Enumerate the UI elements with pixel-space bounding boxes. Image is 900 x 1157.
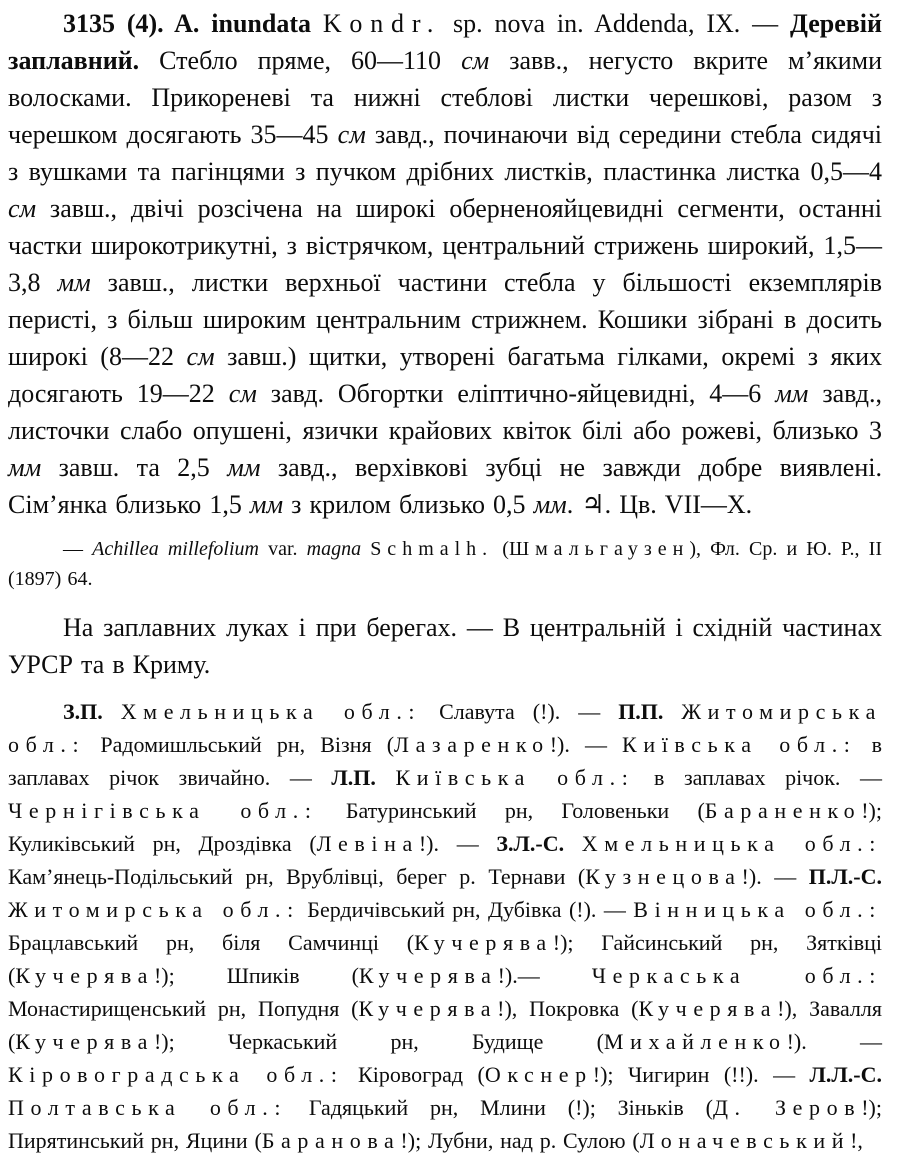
text-run: Баранова [261, 1128, 401, 1153]
text-run: см [228, 379, 257, 408]
text-run: П.Л.-С. [808, 864, 882, 889]
text-run: !); Черкаський рн, Будище ( [153, 1029, 604, 1054]
text-run: З.П. [63, 699, 121, 724]
text-run: Окснер [484, 1062, 593, 1087]
text-run: Київська обл.: [395, 765, 635, 790]
text-run: Вінницька обл.: [633, 897, 882, 922]
text-run: — [63, 538, 93, 560]
text-run: Гадяцький рн, Млини (!); Зіньків ( [287, 1095, 713, 1120]
text-run: Деревій заплавний. [8, 9, 882, 75]
text-run: Стебло пряме, 60—110 [159, 46, 462, 75]
text-run: мм [533, 490, 567, 519]
text-run: Левіна [316, 831, 419, 856]
text-run: мм [57, 268, 91, 297]
text-run: ( [493, 538, 509, 560]
text-run: в заплавах річок звичайно. — [8, 732, 882, 790]
text-run: . ♃. Цв. VII—X. [566, 490, 753, 519]
text-run: мм [8, 453, 42, 482]
synonym-citation-paragraph [8, 534, 882, 594]
text-run: Кучерява [358, 963, 498, 988]
text-run: ), Фл. Ср. и Ю. Р., II (1897) 64. [8, 538, 882, 590]
text-run: Михайленко [603, 1029, 787, 1054]
text-run: з крилом близько 0,5 [283, 490, 534, 519]
text-run: Славута (!). — [421, 699, 619, 724]
text-run: !); Куликівський рн, Дроздівка ( [8, 798, 882, 856]
text-run: Schmalh. [370, 538, 494, 560]
text-run: Хмельницька обл.: [120, 699, 422, 724]
text-run: Кучерява [414, 930, 553, 955]
text-run: завш., двічі розсічена на широкі оберненояйцевидні сегменти, останні частки широкотрикутні, з вістрячком, центральний стрижень широкий, 1,5—3,8 [8, 194, 882, 297]
text-run: Л.Л.-С. [809, 1062, 883, 1087]
text-run: завш. та 2,5 [41, 453, 228, 482]
text-run: З.Л.-С. [496, 831, 582, 856]
text-run: !, [850, 1128, 863, 1153]
text-run: Кучерява [15, 963, 154, 988]
text-run: !). — [549, 732, 623, 757]
text-run: см [337, 120, 366, 149]
text-run: !); Чигирин (!!). — [592, 1062, 810, 1087]
text-run: Лоначевський [639, 1128, 851, 1153]
text-run: П.П. [618, 699, 682, 724]
text-run: !). — [786, 1029, 882, 1054]
text-run: !), Покровка ( [497, 996, 639, 1021]
text-run: sp. nova in. Addenda, IX. — [441, 9, 790, 38]
text-run: !). — [418, 831, 497, 856]
text-run: Achillea millefolium [92, 538, 259, 560]
text-run: Шмальгаузен [508, 538, 690, 560]
text-run: !); Гайсинський рн, Зятківці ( [8, 930, 882, 988]
text-run: Лазаренко [394, 732, 550, 757]
text-run: см [186, 342, 215, 371]
habitat-paragraph: На заплавних луках і при берегах. — В центральній і східній частинах УРСР та в Криму. [8, 613, 882, 679]
text-run: завв., негусто вкрите м’якими волосками. Прикореневі та нижні стеблові листки черешкові, разом з черешком досягають 35—45 [8, 46, 882, 149]
text-run: мм [775, 379, 809, 408]
text-run: мм [227, 453, 261, 482]
text-run: 3135 (4). A. inundata [63, 9, 323, 38]
text-run: Чернігівська обл.: [8, 798, 318, 823]
text-run: завд. Обгортки еліптично-яйцевидні, 4—6 [256, 379, 776, 408]
text-run: Батуринський рн, Головеньки ( [317, 798, 705, 823]
text-run: magna [306, 538, 362, 560]
text-run: Житомирська обл.: [8, 699, 882, 757]
text-run: Монастирищенський рн, Попудня ( [8, 996, 359, 1021]
text-run: Київська обл.: [622, 732, 857, 757]
text-run: Л.П. [331, 765, 396, 790]
text-run [361, 538, 370, 560]
text-run: см [8, 194, 37, 223]
text-run: завд., листочки слабо опушені, язички крайових квіток білі або рожеві, близько 3 [8, 379, 882, 445]
localities-paragraph [8, 695, 882, 1157]
text-run: !); Пирятинський рн, Яцини ( [8, 1095, 882, 1153]
text-run: !), Завалля ( [8, 996, 883, 1054]
text-run: завш.) щитки, утворені багатьма гілками, окремі з яких досягають 19—22 [8, 342, 882, 408]
text-run: Бердичівський рн, Дубівка (!). — [299, 897, 634, 922]
text-run: Бараненко [704, 798, 862, 823]
text-run: Кучерява [358, 996, 498, 1021]
text-run: Черкаська обл.: [591, 963, 882, 988]
text-run: !); Шпиків ( [153, 963, 359, 988]
text-run: Кучерява [15, 1029, 154, 1054]
text-run: мм [249, 490, 284, 519]
text-run: в заплавах річок. — [634, 765, 883, 790]
text-run: Кіровоградська обл.: [8, 1062, 344, 1087]
text-run: Кузнецова [585, 864, 742, 889]
text-run: Кучерява [638, 996, 778, 1021]
text-run: var. [258, 538, 307, 560]
text-run: Радомишльський рн, Візня ( [85, 732, 395, 757]
text-run: Кам’янець-Подільський рн, Врублівці, берег р. Тернави ( [8, 864, 586, 889]
text-run: Житомирська обл.: [8, 897, 300, 922]
text-run: завд., починаючи від середини стебла сидячі з вушками та пагінцями з пучком дрібних листків, пластинка листка 0,5—4 [8, 120, 882, 186]
text-run: Кіровоград ( [343, 1062, 485, 1087]
text-run: !).— [497, 963, 592, 988]
text-run: см [461, 46, 490, 75]
text-run: Полтавська обл.: [8, 1095, 288, 1120]
species-description-paragraph [8, 5, 882, 523]
text-run: завш., листки верхньої частини стебла у більшості екземплярів перисті, з більш широким центральним стрижнем. Кошики зібрані в досить широкі (8—22 [8, 268, 883, 371]
text-run: Kondr. [322, 9, 442, 38]
text-run: !); Лубни, над р. Сулою ( [400, 1128, 640, 1153]
text-run: Д. Зеров [712, 1095, 862, 1120]
text-run: !). — [741, 864, 809, 889]
text-run: Хмельницька обл.: [581, 831, 882, 856]
text-run: завд., верхівкові зубці не завжди добре виявлені. Сім’янка близько 1,5 [8, 453, 882, 519]
text-run: Брацлавський рн, біля Самчинці ( [8, 930, 415, 955]
